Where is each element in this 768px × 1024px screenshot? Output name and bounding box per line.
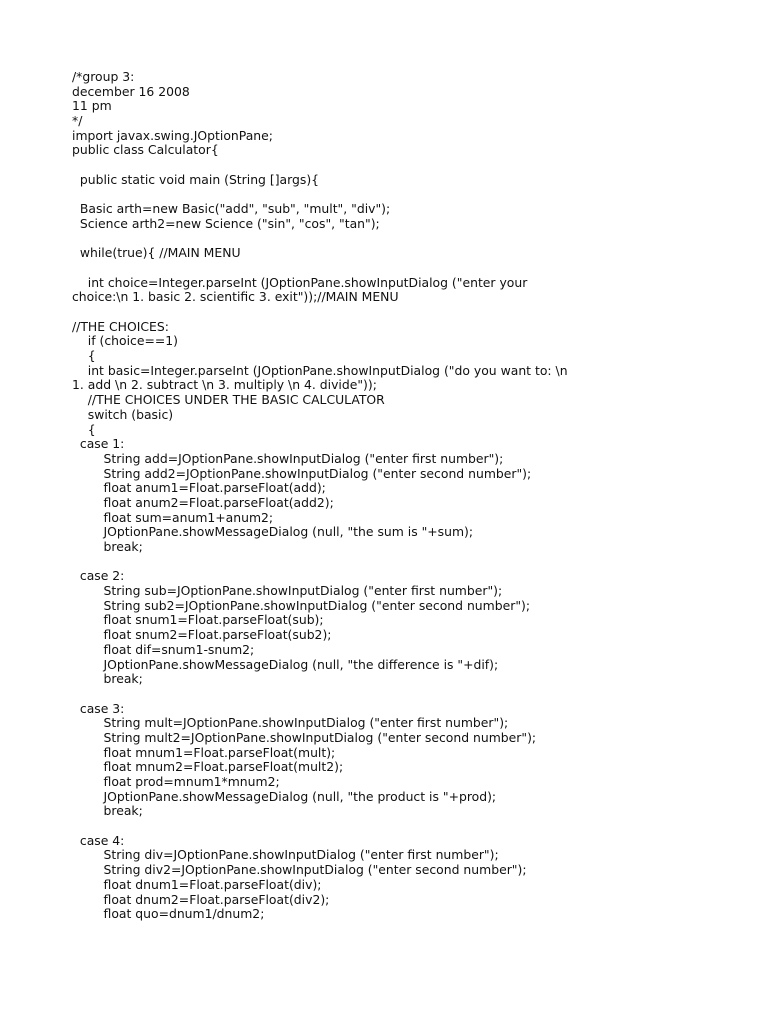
code-line [72,188,762,203]
code-line: float snum2=Float.parseFloat(sub2); [72,627,332,643]
code-line: case 3: [72,700,125,716]
code-line: case 1: [72,436,125,452]
code-line: JOptionPane.showMessageDialog (null, "the difference is "+dif); [72,656,499,672]
code-line: float dnum2=Float.parseFloat(div2); [72,891,330,907]
code-line: break; [72,803,143,819]
code-line: float quo=dnum1/dnum2; [72,906,265,922]
code-line: Basic arth=new Basic("add", "sub", "mult", "div"); [72,201,391,217]
code-line: */ [72,113,83,129]
code-line: { [72,348,96,364]
code-line: int basic=Integer.parseInt (JOptionPane.showInputDialog ("do you want to: \n [72,362,568,378]
code-line: public static void main (String []args){ [72,171,320,187]
code-line [72,261,762,276]
code-line: /*group 3: [72,69,135,84]
code-line: String mult2=JOptionPane.showInputDialog ("enter second number"); [72,729,537,745]
code-line: //THE CHOICES UNDER THE BASIC CALCULATOR [72,392,385,408]
code-line: String sub=JOptionPane.showInputDialog ("enter first number"); [72,583,503,599]
code-line: String mult=JOptionPane.showInputDialog ("enter first number"); [72,715,509,731]
code-line: JOptionPane.showMessageDialog (null, "the product is "+prod); [72,788,497,804]
code-line: while(true){ //MAIN MENU [72,245,241,261]
code-line [72,158,762,173]
code-line: choice:\n 1. basic 2. scientific 3. exit"));//MAIN MENU [72,289,399,305]
code-line: Science arth2=new Science ("sin", "cos", "tan"); [72,215,380,231]
code-line: String div=JOptionPane.showInputDialog ("enter first number"); [72,847,499,863]
code-line: float mnum2=Float.parseFloat(mult2); [72,759,344,775]
code-line [72,305,762,320]
code-line: String sub2=JOptionPane.showInputDialog ("enter second number"); [72,597,531,613]
code-line: float snum1=Float.parseFloat(sub); [72,612,324,628]
code-line [72,555,762,570]
code-line: 11 pm [72,98,112,114]
code-line: float dif=snum1-snum2; [72,641,255,657]
code-line: case 4: [72,832,125,848]
code-line: float anum2=Float.parseFloat(add2); [72,494,334,510]
code-line: public class Calculator{ [72,142,219,158]
code-line: float dnum1=Float.parseFloat(div); [72,876,322,892]
code-line: break; [72,539,143,554]
code-line [72,232,762,247]
code-line: String add2=JOptionPane.showInputDialog ("enter second number"); [72,465,532,481]
code-line: //THE CHOICES: [72,318,169,334]
code-line: float anum1=Float.parseFloat(add); [72,480,326,496]
code-line: float prod=mnum1*mnum2; [72,774,280,789]
code-line: float mnum1=Float.parseFloat(mult); [72,744,336,760]
code-line: if (choice==1) [72,333,178,349]
code-line: import javax.swing.JOptionPane; [72,127,273,143]
code-line: december 16 2008 [72,83,190,99]
code-line [72,687,762,702]
source-code-listing [72,70,762,922]
code-line: float sum=anum1+anum2; [72,509,274,525]
code-line: String div2=JOptionPane.showInputDialog ("enter second number"); [72,862,527,878]
code-line: 1. add \n 2. subtract \n 3. multiply \n 4. divide")); [72,377,377,393]
code-line: switch (basic) [72,406,174,422]
code-line: int choice=Integer.parseInt (JOptionPane.showInputDialog ("enter your [72,274,528,290]
code-line: JOptionPane.showMessageDialog (null, "the sum is "+sum); [72,524,474,540]
code-line: break; [72,671,143,687]
code-line: String add=JOptionPane.showInputDialog ("enter first number"); [72,450,504,466]
code-line: case 2: [72,568,125,584]
code-line [72,819,762,834]
code-line: { [72,421,96,437]
